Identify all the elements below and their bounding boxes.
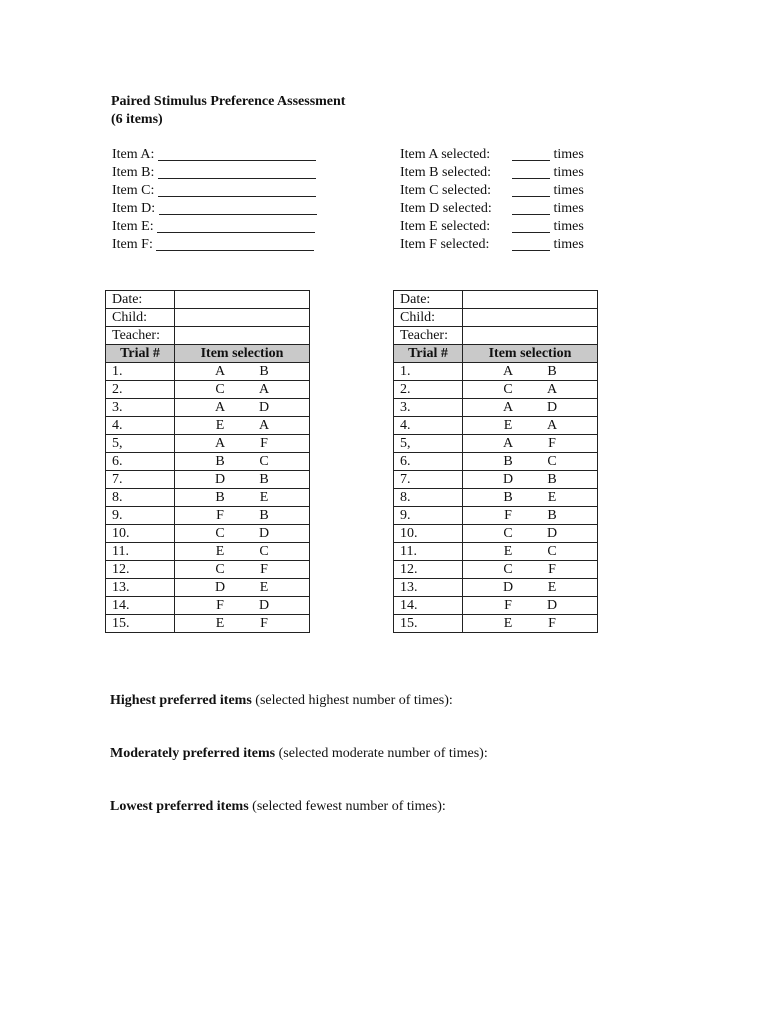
count-blank[interactable] (512, 220, 550, 233)
lowest-label: Lowest preferred items (110, 799, 249, 814)
item-pair (175, 381, 309, 398)
trial-number: 2. (106, 381, 175, 399)
item-name-list (112, 146, 317, 254)
date-label: Date: (106, 291, 175, 309)
item-option-b[interactable]: B (259, 472, 269, 487)
item-option-b[interactable]: D (258, 526, 270, 541)
trial-selection[interactable] (463, 471, 598, 489)
trial-row (106, 525, 310, 543)
item-option-a[interactable]: E (215, 544, 225, 559)
child-row (106, 309, 310, 327)
date-field[interactable] (463, 291, 598, 309)
item-pair (463, 597, 597, 614)
title-line-1: Paired Stimulus Preference Assessment (111, 94, 346, 109)
item-row-b (112, 164, 317, 182)
item-option-a[interactable]: C (215, 382, 225, 397)
trial-selection[interactable] (463, 381, 598, 399)
item-option-b[interactable]: B (259, 364, 269, 379)
teacher-field[interactable] (463, 327, 598, 345)
trial-number: 14. (106, 597, 175, 615)
item-option-b[interactable]: F (548, 436, 556, 451)
count-label: Item C selected: (400, 183, 491, 198)
item-option-a[interactable]: E (503, 616, 513, 631)
item-pair (175, 579, 309, 596)
times-label: times (553, 147, 584, 162)
item-option-b[interactable]: B (259, 508, 269, 523)
item-label: Item E: (112, 219, 154, 234)
item-row-c (112, 182, 317, 200)
count-label: Item F selected: (400, 237, 490, 252)
trial-number: 9. (106, 507, 175, 525)
highest-label: Highest preferred items (110, 693, 252, 708)
item-option-b[interactable]: A (546, 382, 558, 397)
title-line-2: (6 items) (111, 112, 163, 127)
item-option-b[interactable]: C (259, 544, 269, 559)
times-label: times (553, 183, 584, 198)
count-blank[interactable] (512, 166, 550, 179)
count-row-b (400, 164, 584, 182)
trial-row (394, 597, 598, 615)
item-pair (463, 363, 597, 380)
trial-row (106, 489, 310, 507)
trial-selection[interactable] (175, 579, 310, 597)
trial-table-body (106, 291, 310, 633)
item-pair (175, 417, 309, 434)
highest-preferred-line (110, 692, 453, 710)
item-pair (175, 597, 309, 614)
item-name-blank[interactable] (158, 184, 316, 197)
trial-number: 5, (106, 435, 175, 453)
lowest-preferred-line (110, 798, 446, 816)
trial-selection[interactable] (175, 363, 310, 381)
col-header-selection: Item selection (175, 345, 310, 363)
trial-selection[interactable] (175, 615, 310, 633)
trial-selection[interactable] (463, 597, 598, 615)
trial-table-right (393, 290, 598, 633)
item-option-b[interactable]: D (546, 526, 558, 541)
item-option-a[interactable]: F (216, 598, 224, 613)
item-pair (175, 453, 309, 470)
moderate-preferred-line (110, 745, 488, 763)
count-row-c (400, 182, 584, 200)
trial-row (394, 381, 598, 399)
item-option-a[interactable]: A (502, 364, 514, 379)
trial-number: 1. (106, 363, 175, 381)
trial-selection[interactable] (463, 561, 598, 579)
item-label: Item F: (112, 237, 153, 252)
trial-row (106, 561, 310, 579)
item-option-a[interactable]: C (503, 526, 513, 541)
trial-number: 13. (394, 579, 463, 597)
item-option-b[interactable]: F (548, 616, 556, 631)
item-pair (463, 453, 597, 470)
item-option-a[interactable]: E (503, 544, 513, 559)
child-label: Child: (394, 309, 463, 327)
item-pair (175, 543, 309, 560)
trial-selection[interactable] (463, 489, 598, 507)
item-pair (175, 489, 309, 506)
count-row-f (400, 236, 584, 254)
item-option-a[interactable]: B (215, 454, 225, 469)
count-blank[interactable] (512, 184, 550, 197)
item-pair (175, 435, 309, 452)
item-option-a[interactable]: A (214, 364, 226, 379)
item-option-a[interactable]: D (502, 580, 514, 595)
trial-number: 12. (106, 561, 175, 579)
teacher-label: Teacher: (106, 327, 175, 345)
item-name-blank[interactable] (159, 202, 317, 215)
trial-row (394, 417, 598, 435)
item-pair (463, 507, 597, 524)
item-name-blank[interactable] (156, 238, 314, 251)
trial-selection[interactable] (175, 525, 310, 543)
trial-row (394, 399, 598, 417)
page-title (111, 93, 345, 129)
trial-selection[interactable] (175, 453, 310, 471)
moderate-label: Moderately preferred items (110, 746, 276, 761)
item-row-f (112, 236, 317, 254)
trial-row (106, 381, 310, 399)
col-header-trial: Trial # (106, 345, 175, 363)
item-option-b[interactable]: D (258, 598, 270, 613)
item-label: Item B: (112, 165, 155, 180)
trial-row (106, 543, 310, 561)
item-pair (463, 543, 597, 560)
item-pair (175, 507, 309, 524)
count-label: Item D selected: (400, 201, 492, 216)
trial-row (394, 525, 598, 543)
item-option-a[interactable]: D (502, 472, 514, 487)
item-pair (175, 561, 309, 578)
trial-selection[interactable] (463, 543, 598, 561)
item-pair (175, 525, 309, 542)
trial-selection[interactable] (175, 471, 310, 489)
item-option-a[interactable]: F (216, 508, 224, 523)
item-pair (463, 381, 597, 398)
trial-number: 9. (394, 507, 463, 525)
trial-row (394, 507, 598, 525)
trial-table-body (394, 291, 598, 633)
item-option-b[interactable]: A (258, 418, 270, 433)
trial-number: 3. (394, 399, 463, 417)
trial-selection[interactable] (175, 543, 310, 561)
date-row (394, 291, 598, 309)
trial-selection[interactable] (463, 435, 598, 453)
trial-selection[interactable] (175, 435, 310, 453)
count-blank[interactable] (512, 202, 550, 215)
count-row-a (400, 146, 584, 164)
item-option-b[interactable]: E (259, 580, 269, 595)
item-option-b[interactable]: F (548, 562, 556, 577)
item-pair (463, 471, 597, 488)
item-pair (463, 435, 597, 452)
trial-selection[interactable] (463, 615, 598, 633)
item-option-a[interactable]: C (503, 382, 513, 397)
item-option-a[interactable]: F (504, 598, 512, 613)
item-option-a[interactable]: D (214, 580, 226, 595)
item-count-list (400, 146, 584, 254)
trial-number: 15. (106, 615, 175, 633)
trial-number: 7. (394, 471, 463, 489)
trial-selection[interactable] (463, 417, 598, 435)
item-option-b[interactable]: C (259, 454, 269, 469)
date-field[interactable] (175, 291, 310, 309)
child-field[interactable] (175, 309, 310, 327)
item-name-blank[interactable] (158, 166, 316, 179)
times-label: times (553, 237, 584, 252)
item-option-a[interactable]: A (502, 400, 514, 415)
trial-row (394, 615, 598, 633)
item-pair (463, 525, 597, 542)
item-pair (463, 399, 597, 416)
trial-selection[interactable] (463, 363, 598, 381)
times-label: times (553, 201, 584, 216)
item-option-b[interactable]: D (546, 400, 558, 415)
trial-number: 4. (394, 417, 463, 435)
item-option-a[interactable]: B (503, 490, 513, 505)
trial-row (106, 363, 310, 381)
header-row (106, 345, 310, 363)
times-label: times (553, 165, 584, 180)
trial-number: 11. (394, 543, 463, 561)
item-pair (463, 579, 597, 596)
item-option-a[interactable]: E (215, 418, 225, 433)
trial-row (106, 507, 310, 525)
item-label: Item C: (112, 183, 155, 198)
item-pair (463, 417, 597, 434)
trial-number: 13. (106, 579, 175, 597)
trial-row (106, 399, 310, 417)
item-option-a[interactable]: A (214, 400, 226, 415)
highest-desc: (selected highest number of times): (251, 693, 453, 708)
item-option-b[interactable]: F (260, 616, 268, 631)
count-label: Item A selected: (400, 147, 491, 162)
trial-row (106, 435, 310, 453)
item-pair (463, 615, 597, 632)
count-blank[interactable] (512, 148, 550, 161)
child-row (394, 309, 598, 327)
col-header-selection: Item selection (463, 345, 598, 363)
trial-number: 10. (106, 525, 175, 543)
trial-row (106, 579, 310, 597)
child-label: Child: (106, 309, 175, 327)
item-option-a[interactable]: C (215, 562, 225, 577)
trial-selection[interactable] (175, 381, 310, 399)
item-option-b[interactable]: A (258, 382, 270, 397)
item-option-a[interactable]: F (504, 508, 512, 523)
item-option-b[interactable]: E (259, 490, 269, 505)
trial-row (394, 561, 598, 579)
teacher-field[interactable] (175, 327, 310, 345)
trial-number: 15. (394, 615, 463, 633)
trial-row (394, 435, 598, 453)
item-row-e (112, 218, 317, 236)
count-blank[interactable] (512, 238, 550, 251)
trial-number: 12. (394, 561, 463, 579)
item-name-blank[interactable] (158, 148, 316, 161)
trial-row (106, 615, 310, 633)
trial-selection[interactable] (175, 597, 310, 615)
trial-selection[interactable] (175, 417, 310, 435)
trial-row (106, 453, 310, 471)
item-pair (175, 363, 309, 380)
trial-row (394, 489, 598, 507)
trial-selection[interactable] (463, 525, 598, 543)
item-pair (175, 615, 309, 632)
item-option-b[interactable]: A (546, 418, 558, 433)
item-row-d (112, 200, 317, 218)
count-label: Item B selected: (400, 165, 491, 180)
lowest-desc: (selected fewest number of times): (248, 799, 446, 814)
trial-selection[interactable] (175, 507, 310, 525)
trial-number: 8. (394, 489, 463, 507)
trial-row (106, 597, 310, 615)
trial-row (394, 453, 598, 471)
trial-row (394, 543, 598, 561)
times-label: times (553, 219, 584, 234)
trial-row (394, 471, 598, 489)
item-option-b[interactable]: B (547, 364, 557, 379)
trial-number: 6. (106, 453, 175, 471)
item-label: Item D: (112, 201, 156, 216)
teacher-row (394, 327, 598, 345)
item-pair (463, 489, 597, 506)
item-option-a[interactable]: C (503, 562, 513, 577)
date-label: Date: (394, 291, 463, 309)
count-row-e (400, 218, 584, 236)
item-option-a[interactable]: A (502, 436, 514, 451)
item-option-a[interactable]: E (215, 616, 225, 631)
trial-number: 4. (106, 417, 175, 435)
item-option-b[interactable]: F (260, 562, 268, 577)
item-option-a[interactable]: D (214, 472, 226, 487)
item-option-b[interactable]: D (546, 598, 558, 613)
trial-selection[interactable] (463, 579, 598, 597)
trial-number: 7. (106, 471, 175, 489)
item-pair (463, 561, 597, 578)
count-row-d (400, 200, 584, 218)
trial-row (106, 417, 310, 435)
trial-selection[interactable] (463, 399, 598, 417)
trial-number: 14. (394, 597, 463, 615)
trial-selection[interactable] (175, 561, 310, 579)
item-option-b[interactable]: E (547, 490, 557, 505)
item-pair (175, 471, 309, 488)
child-field[interactable] (463, 309, 598, 327)
trial-selection[interactable] (175, 489, 310, 507)
trial-table-left (105, 290, 310, 633)
item-option-b[interactable]: B (547, 472, 557, 487)
item-option-b[interactable]: C (547, 544, 557, 559)
col-header-trial: Trial # (394, 345, 463, 363)
count-label: Item E selected: (400, 219, 491, 234)
item-option-b[interactable]: B (547, 508, 557, 523)
trial-number: 6. (394, 453, 463, 471)
item-option-b[interactable]: F (260, 436, 268, 451)
item-option-b[interactable]: D (258, 400, 270, 415)
item-pair (175, 399, 309, 416)
header-row (394, 345, 598, 363)
item-option-a[interactable]: C (215, 526, 225, 541)
teacher-row (106, 327, 310, 345)
trial-number: 10. (394, 525, 463, 543)
trial-number: 5, (394, 435, 463, 453)
trial-selection[interactable] (463, 507, 598, 525)
date-row (106, 291, 310, 309)
item-option-b[interactable]: E (547, 580, 557, 595)
trial-row (394, 363, 598, 381)
trial-number: 1. (394, 363, 463, 381)
item-option-a[interactable]: E (503, 418, 513, 433)
trial-row (394, 579, 598, 597)
item-row-a (112, 146, 317, 164)
item-label: Item A: (112, 147, 155, 162)
moderate-desc: (selected moderate number of times): (275, 746, 488, 761)
trial-number: 11. (106, 543, 175, 561)
item-option-a[interactable]: A (214, 436, 226, 451)
trial-number: 2. (394, 381, 463, 399)
item-option-b[interactable]: C (547, 454, 557, 469)
trial-selection[interactable] (175, 399, 310, 417)
trial-selection[interactable] (463, 453, 598, 471)
trial-number: 8. (106, 489, 175, 507)
item-name-blank[interactable] (157, 220, 315, 233)
trial-row (106, 471, 310, 489)
teacher-label: Teacher: (394, 327, 463, 345)
item-option-a[interactable]: B (503, 454, 513, 469)
trial-number: 3. (106, 399, 175, 417)
item-option-a[interactable]: B (215, 490, 225, 505)
